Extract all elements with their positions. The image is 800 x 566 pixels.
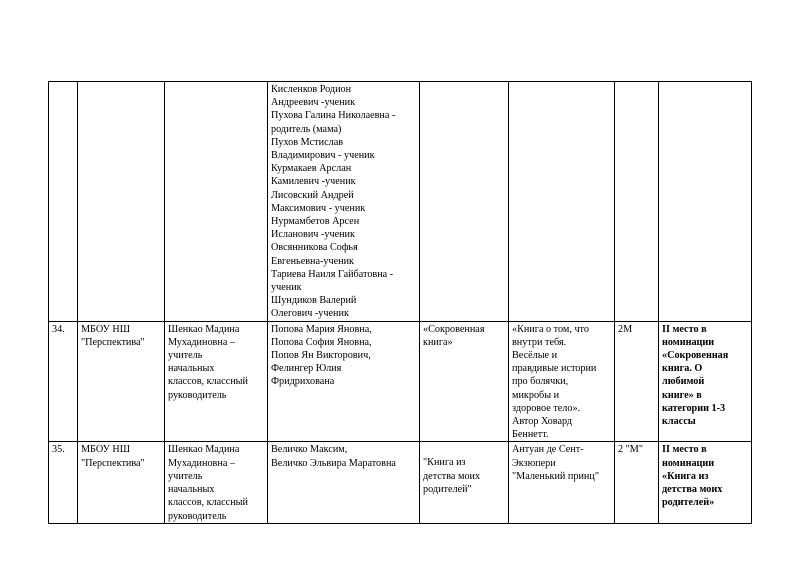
cell-participants: Попова Мария Яновна, Попова София Яновна, Попов Ян Викторович, Фелингер Юлия Фридрихована: [268, 321, 420, 442]
cell-leader: [165, 82, 268, 322]
participant-line: Максимович - ученик: [271, 202, 366, 214]
results-table: [48, 81, 752, 524]
cell-result: [659, 82, 752, 322]
cell-leader: Шенкао Мадина Мухадиновна – учитель начальных классов, классный руководитель: [165, 321, 268, 442]
participant-line: Олегович -ученик: [271, 308, 349, 320]
cell-participants: [268, 82, 420, 322]
table-row: [49, 321, 752, 442]
cell-class: [615, 82, 659, 322]
cell-number: 34.: [49, 321, 78, 442]
cell-book: Антуан де Сент- Экзюпери "Маленький принц": [509, 442, 615, 523]
table-row: [49, 442, 752, 523]
participant-line: Кисленков Родион: [271, 84, 352, 95]
participant-line: Лисовский Андрей: [271, 189, 354, 201]
participant-line: Пухов Мстислав: [271, 136, 344, 148]
table-row-continued: [49, 82, 752, 322]
participant-line: Шундиков Валерий: [271, 295, 357, 307]
participant-line: Овсянникова Софья: [271, 242, 358, 254]
cell-school: МБОУ НШ "Перспектива": [78, 321, 165, 442]
cell-result: II место в номинации «Книга из детства моих родителей»: [659, 442, 752, 523]
participant-line: Тариева Наиля Гайбатовна -: [271, 268, 394, 280]
cell-result: II место в номинации «Сокровенная книга. О любимой книге» в категории 1-3 классы: [659, 321, 752, 442]
participant-line: Курмакаев Арслан: [271, 163, 352, 175]
participant-line: родитель (мама): [271, 123, 342, 135]
participant-line: Владимирович - ученик: [271, 150, 375, 162]
cell-number: [49, 82, 78, 322]
cell-nomination: [420, 82, 509, 322]
cell-class: 2М: [615, 321, 659, 442]
cell-nomination: «Сокровенная книга»: [420, 321, 509, 442]
cell-class: 2 "М": [615, 442, 659, 523]
participant-line: Пухова Галина Николаевна -: [271, 110, 396, 122]
cell-nomination: "Книга из детства моих родителей": [420, 442, 509, 523]
participant-line: Исланович -ученик: [271, 229, 355, 241]
participant-line: Евгеньевна-ученик: [271, 255, 354, 267]
cell-school: МБОУ НШ "Перспектива": [78, 442, 165, 523]
participant-line: ученик: [271, 282, 302, 294]
cell-leader: Шенкао Мадина Мухадиновна – учитель начальных классов, классный руководитель: [165, 442, 268, 523]
cell-participants: Величко Максим, Величко Эльвира Маратовна: [268, 442, 420, 523]
cell-number: 35.: [49, 442, 78, 523]
participant-line: Андреевич -ученик: [271, 97, 356, 109]
cell-book: «Книга о том, что внутри тебя. Весёлые и правдивые истории про болячки, микробы и здоровое тело». Автор Ховард Беннетт.: [509, 321, 615, 442]
cell-book: [509, 82, 615, 322]
cell-school: [78, 82, 165, 322]
participant-line: Камилевич -ученик: [271, 176, 356, 188]
participant-line: Нурмамбетов Арсен: [271, 216, 360, 228]
